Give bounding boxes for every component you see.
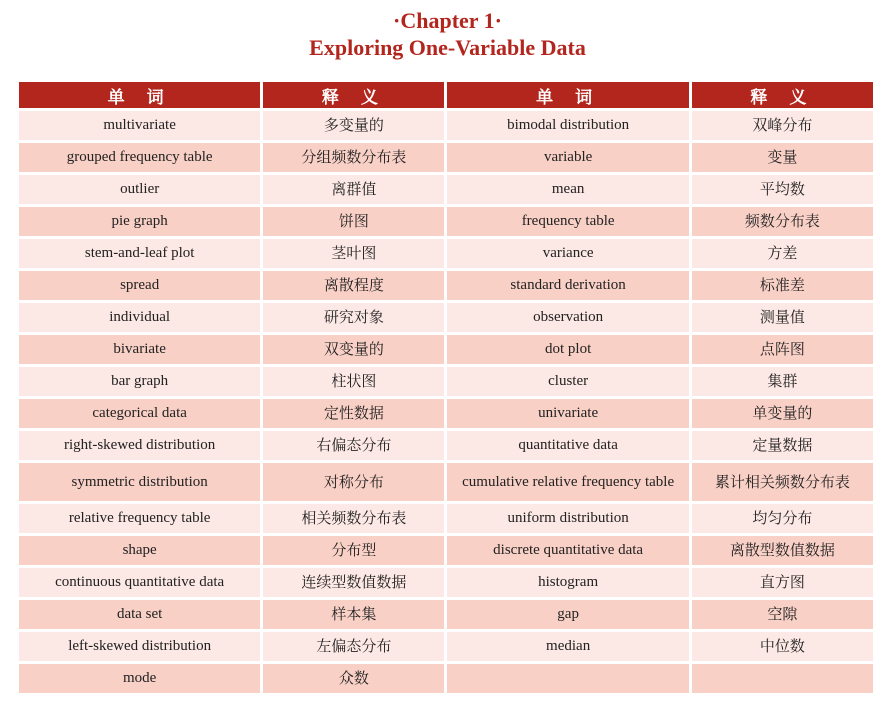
term-zh-left: 分组频数分布表	[263, 143, 444, 172]
term-zh-left: 茎叶图	[263, 239, 444, 268]
term-zh-left: 左偏态分布	[263, 632, 444, 661]
term-zh-left: 连续型数值数据	[263, 568, 444, 597]
table-row	[19, 463, 873, 501]
term-en-right: mean	[447, 175, 688, 204]
term-en-right: uniform distribution	[447, 504, 688, 533]
term-en-left: bar graph	[19, 367, 260, 396]
term-en-left: bivariate	[19, 335, 260, 364]
term-zh-left: 对称分布	[263, 463, 444, 501]
term-en-left: left-skewed distribution	[19, 632, 260, 661]
term-zh-left: 柱状图	[263, 367, 444, 396]
table-row	[19, 367, 873, 396]
table-row	[19, 111, 873, 140]
chapter-title: Exploring One-Variable Data	[309, 35, 586, 60]
term-zh-right: 直方图	[692, 568, 873, 597]
table-row	[19, 536, 873, 565]
term-zh-right: 累计相关频数分布表	[692, 463, 873, 501]
term-en-left: continuous quantitative data	[19, 568, 260, 597]
term-zh-left: 样本集	[263, 600, 444, 629]
term-en-right: histogram	[447, 568, 688, 597]
term-zh-right: 集群	[692, 367, 873, 396]
term-zh-left: 右偏态分布	[263, 431, 444, 460]
term-zh-right: 单变量的	[692, 399, 873, 428]
term-zh-left: 离散程度	[263, 271, 444, 300]
term-en-left: spread	[19, 271, 260, 300]
table-row	[19, 175, 873, 204]
table-row	[19, 271, 873, 300]
header-word-right: 单 词	[447, 82, 688, 108]
term-zh-right: 点阵图	[692, 335, 873, 364]
term-en-left: shape	[19, 536, 260, 565]
term-zh-right: 变量	[692, 143, 873, 172]
term-en-left: stem-and-leaf plot	[19, 239, 260, 268]
term-en-left: categorical data	[19, 399, 260, 428]
term-zh-left: 多变量的	[263, 111, 444, 140]
header-meaning-left: 释 义	[263, 82, 444, 108]
term-en-right: discrete quantitative data	[447, 536, 688, 565]
table-row	[19, 632, 873, 661]
term-en-right	[447, 664, 688, 693]
vocabulary-body	[19, 111, 873, 693]
term-zh-right	[692, 664, 873, 693]
table-row	[19, 504, 873, 533]
table-row	[19, 143, 873, 172]
table-row	[19, 568, 873, 597]
term-en-right: univariate	[447, 399, 688, 428]
term-zh-right: 频数分布表	[692, 207, 873, 236]
table-row	[19, 335, 873, 364]
term-zh-right: 方差	[692, 239, 873, 268]
table-row	[19, 239, 873, 268]
table-header-row	[19, 82, 873, 108]
term-zh-right: 中位数	[692, 632, 873, 661]
term-en-right: standard derivation	[447, 271, 688, 300]
term-zh-right: 定量数据	[692, 431, 873, 460]
term-en-right: median	[447, 632, 688, 661]
table-row	[19, 431, 873, 460]
term-zh-right: 双峰分布	[692, 111, 873, 140]
term-zh-left: 相关频数分布表	[263, 504, 444, 533]
term-en-right: variable	[447, 143, 688, 172]
term-en-left: grouped frequency table	[19, 143, 260, 172]
term-en-right: dot plot	[447, 335, 688, 364]
term-zh-right: 均匀分布	[692, 504, 873, 533]
term-en-left: individual	[19, 303, 260, 332]
term-en-right: frequency table	[447, 207, 688, 236]
term-zh-left: 定性数据	[263, 399, 444, 428]
term-en-right: bimodal distribution	[447, 111, 688, 140]
term-en-right: variance	[447, 239, 688, 268]
table-row	[19, 303, 873, 332]
term-zh-right: 标准差	[692, 271, 873, 300]
table-row	[19, 600, 873, 629]
term-en-right: gap	[447, 600, 688, 629]
term-zh-left: 众数	[263, 664, 444, 693]
term-en-left: pie graph	[19, 207, 260, 236]
term-en-right: quantitative data	[447, 431, 688, 460]
term-en-left: outlier	[19, 175, 260, 204]
term-en-right: observation	[447, 303, 688, 332]
term-zh-right: 测量值	[692, 303, 873, 332]
header-meaning-right: 释 义	[692, 82, 873, 108]
term-zh-left: 分布型	[263, 536, 444, 565]
term-en-right: cumulative relative frequency table	[447, 463, 688, 501]
vocabulary-table	[16, 79, 876, 696]
header-word-left: 单 词	[19, 82, 260, 108]
table-row	[19, 399, 873, 428]
term-en-left: symmetric distribution	[19, 463, 260, 501]
table-row	[19, 207, 873, 236]
term-zh-right: 离散型数值数据	[692, 536, 873, 565]
term-zh-left: 离群值	[263, 175, 444, 204]
chapter-label: ·Chapter 1·	[393, 8, 502, 33]
table-row	[19, 664, 873, 693]
term-zh-left: 饼图	[263, 207, 444, 236]
term-zh-left: 研究对象	[263, 303, 444, 332]
term-en-right: cluster	[447, 367, 688, 396]
term-en-left: right-skewed distribution	[19, 431, 260, 460]
term-en-left: data set	[19, 600, 260, 629]
term-en-left: relative frequency table	[19, 504, 260, 533]
term-zh-right: 平均数	[692, 175, 873, 204]
term-zh-right: 空隙	[692, 600, 873, 629]
term-en-left: mode	[19, 664, 260, 693]
term-zh-left: 双变量的	[263, 335, 444, 364]
term-en-left: multivariate	[19, 111, 260, 140]
